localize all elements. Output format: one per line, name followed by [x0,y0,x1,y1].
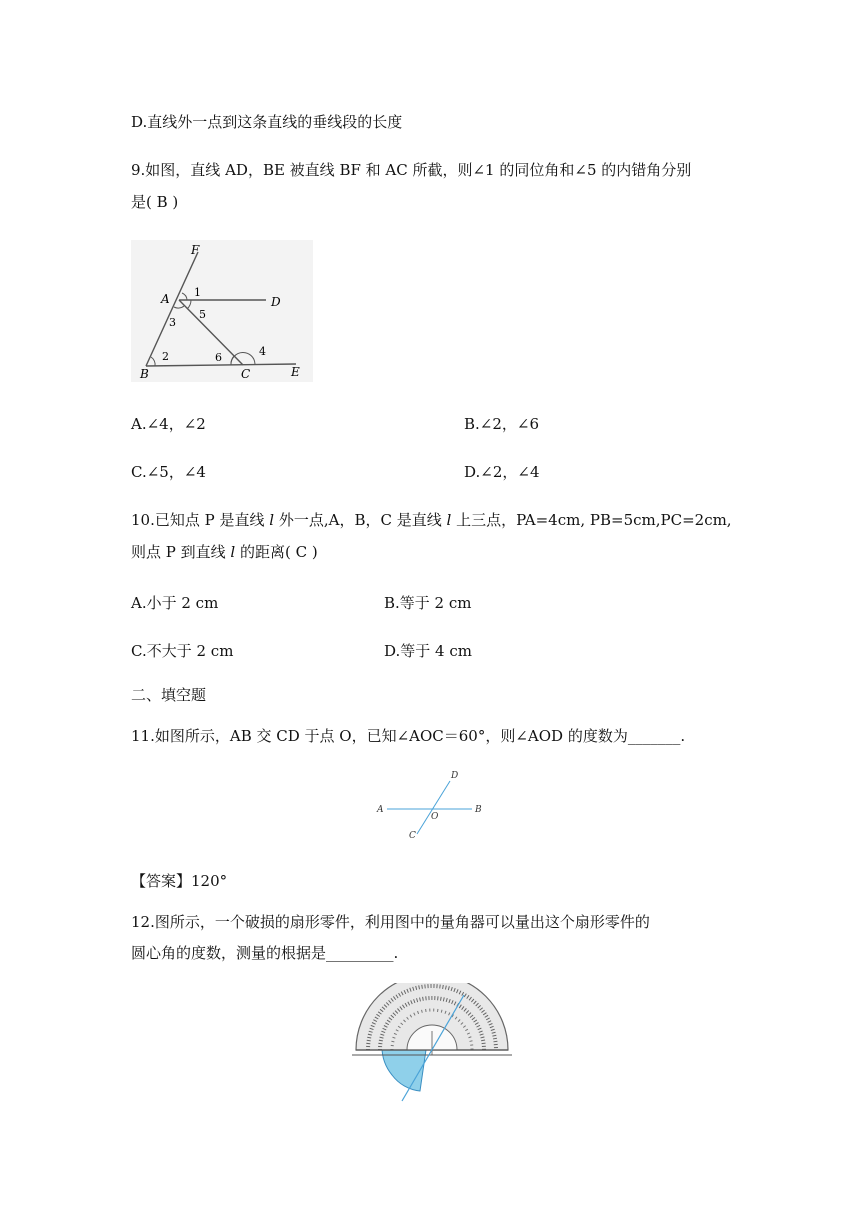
q10-option-a: A.小于 2 cm [131,594,219,612]
q9-option-b: B.∠2，∠6 [464,415,540,433]
q9-angle-1: 1 [194,286,201,299]
q10-stem-line1: 10.已知点 P 是直线 l 外一点,A，B，C 是直线 l 上三点，PA=4cm, PB=5cm,PC=2cm, [131,511,732,529]
q10-option-b: B.等于 2 cm [384,594,472,612]
q9-label-b: B [140,367,149,381]
q11-label-o: O [431,812,439,822]
q9-option-c: C.∠5，∠4 [131,463,206,481]
q9-option-a: A.∠4，∠2 [131,415,206,433]
q9-stem-line2: 是( B ) [131,193,179,211]
q9-angle-3: 3 [169,316,176,329]
q11-label-d: D [451,771,459,781]
q12-protractor-figure [352,983,512,1105]
q9-label-c: C [241,367,251,381]
q10-option-c: C.不大于 2 cm [131,642,234,660]
q11-label-b: B [475,805,482,815]
q10-option-d: D.等于 4 cm [384,642,472,660]
q9-option-d: D.∠2，∠4 [464,463,540,481]
q11-label-c: C [409,831,416,841]
q12-stem-line1: 12.图所示，一个破损的扇形零件，利用图中的量角器可以量出这个扇形零件的 [131,913,650,931]
q9-label-e: E [291,365,300,379]
q9-label-a: A [161,292,170,306]
q11-answer: 【答案】120° [131,872,228,890]
q9-angle-2: 2 [162,350,169,363]
q11-label-a: A [377,805,384,815]
q12-stem-line2: 圆心角的度数，测量的根据是_________. [131,944,399,962]
q11-figure [372,768,487,842]
option-d-previous: D.直线外一点到这条直线的垂线段的长度 [131,113,403,131]
q9-figure [131,240,313,382]
q9-angle-6: 6 [215,351,222,364]
q9-label-f: F [191,243,200,257]
q9-angle-4: 4 [259,345,266,358]
q10-stem-line2: 则点 P 到直线 l 的距离( C ) [131,543,318,561]
q9-label-d: D [271,295,281,309]
section-heading: 二、填空题 [131,686,207,704]
q9-angle-5: 5 [199,308,206,321]
q9-stem-line1: 9.如图，直线 AD，BE 被直线 BF 和 AC 所截，则∠1 的同位角和∠5 的内错角分别 [131,161,692,179]
q11-stem: 11.如图所示，AB 交 CD 于点 O，已知∠AOC＝60°，则∠AOD 的度数为_______. [131,727,686,745]
